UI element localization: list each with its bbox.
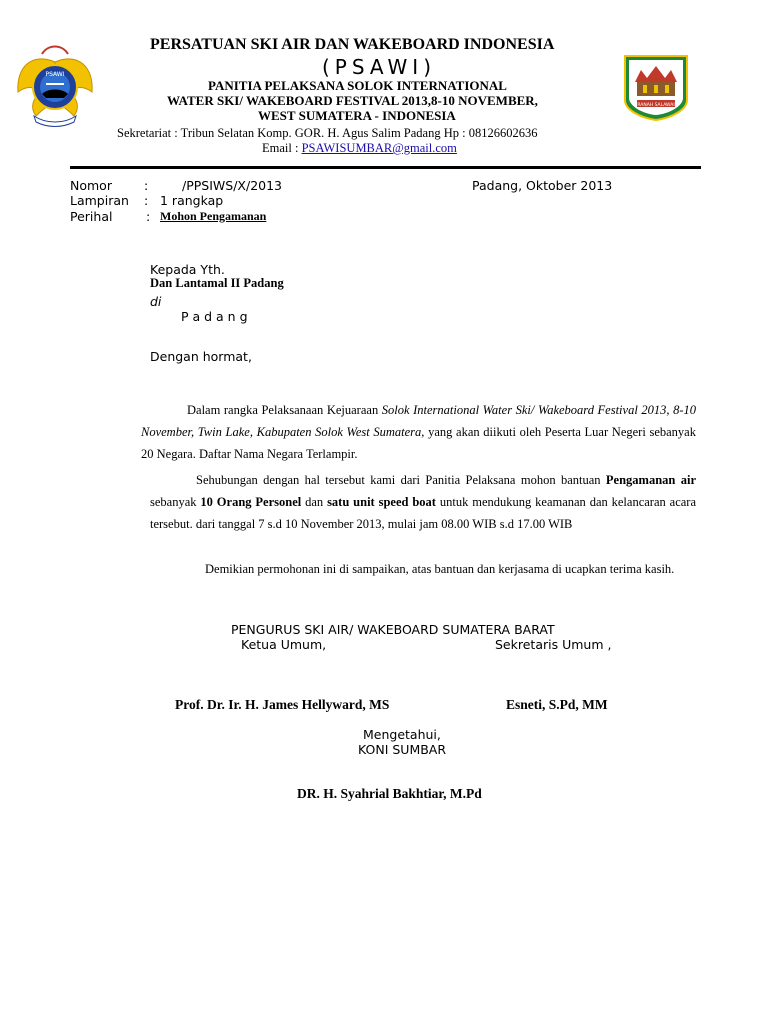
- recipient-name: Dan Lantamal II Padang: [150, 276, 284, 290]
- email-line: [262, 141, 457, 156]
- p1-end: , yang akan diikuti oleh Peserta Luar Negeri sebanyak 20 Negara. Daftar Nama Negara Terlampir.: [141, 425, 696, 461]
- p1-start: Dalam rangka Pelaksanaan Kejuaraan: [187, 403, 382, 417]
- p2-mid1: sebanyak: [150, 495, 201, 509]
- paragraph-closing: [150, 558, 696, 580]
- chair-name: Prof. Dr. Ir. H. James Hellyward, MS: [175, 697, 390, 712]
- p2-mid2: dan: [301, 495, 328, 509]
- p1-event-name: Solok International Water Ski/ Wakeboard Festival 2013, 8-10 November, Twin Lake, Kabupaten Solok West Sumatera: [141, 403, 696, 439]
- kepada-line: Kepada Yth.: [150, 262, 225, 277]
- lampiran-colon: :: [144, 193, 149, 208]
- recipient-city: P a d a n g: [181, 309, 248, 324]
- secretary-name: Esneti, S.Pd, MM: [506, 697, 608, 712]
- board-title: PENGURUS SKI AIR/ WAKEBOARD SUMATERA BARAT: [231, 622, 555, 637]
- paragraph-event: [141, 399, 696, 465]
- p2-bold-boat: satu unit speed boat: [327, 495, 436, 509]
- west-sumatera-emblem: [621, 52, 691, 122]
- event-name: WATER SKI/ WAKEBOARD FESTIVAL 2013,8-10 NOVEMBER,: [167, 93, 538, 108]
- org-name: PERSATUAN SKI AIR DAN WAKEBOARD INDONESIA: [150, 36, 555, 53]
- lampiran-value: 1 rangkap: [160, 193, 224, 208]
- psawi-logo: [12, 42, 98, 132]
- p2-bold-security: Pengamanan air: [605, 473, 696, 487]
- nomor-label: Nomor: [70, 178, 112, 193]
- place-date: Padang, Oktober 2013: [472, 178, 613, 193]
- nomor-colon: :: [144, 178, 149, 193]
- perihal-colon: :: [146, 209, 151, 224]
- committee-name: PANITIA PELAKSANA SOLOK INTERNATIONAL: [208, 78, 507, 93]
- chair-title: Ketua Umum,: [241, 637, 327, 652]
- p2-end: untuk mendukung keamanan dan kelancaran acara tersebut. dari tanggal 7 s.d 10 November 2013, mulai jam 08.00 WIB s.d 17.00 WIB: [150, 495, 696, 531]
- p2-start: Sehubungan dengan hal tersebut kami dari Panitia Pelaksana mohon bantuan: [196, 473, 606, 487]
- koni-label: KONI SUMBAR: [358, 742, 447, 757]
- perihal-value: Mohon Pengamanan: [160, 209, 267, 223]
- header-divider: [70, 166, 701, 169]
- nomor-value: /PPSIWS/X/2013: [182, 178, 282, 193]
- secretary-title: Sekretaris Umum ,: [495, 637, 612, 652]
- psawi-logo-text: PSAWI: [45, 71, 65, 78]
- perihal-label: Perihal: [70, 209, 113, 224]
- lampiran-label: Lampiran: [70, 193, 129, 208]
- email-label: Email :: [262, 141, 302, 155]
- org-abbreviation: (PSAWI): [322, 55, 436, 79]
- p2-bold-personnel: 10 Orang Personel: [200, 495, 302, 509]
- email-link[interactable]: PSAWISUMBAR@gmail.com: [301, 141, 457, 155]
- p3-text: Demikian permohonan ini di sampaikan, atas bantuan dan kerjasama di ucapkan terima kasih.: [205, 562, 675, 576]
- event-location: WEST SUMATERA - INDONESIA: [258, 108, 456, 123]
- paragraph-request: [150, 469, 696, 535]
- emblem-text: RANAH SALAWAI: [637, 103, 675, 108]
- koni-chair-name: DR. H. Syahrial Bakhtiar, M.Pd: [297, 786, 482, 801]
- greeting: Dengan hormat,: [150, 349, 252, 364]
- acknowledge-label: Mengetahui,: [363, 727, 441, 742]
- di-line: di: [150, 294, 162, 309]
- secretariat-address: Sekretariat : Tribun Selatan Komp. GOR. H. Agus Salim Padang Hp : 08126602636: [117, 126, 538, 140]
